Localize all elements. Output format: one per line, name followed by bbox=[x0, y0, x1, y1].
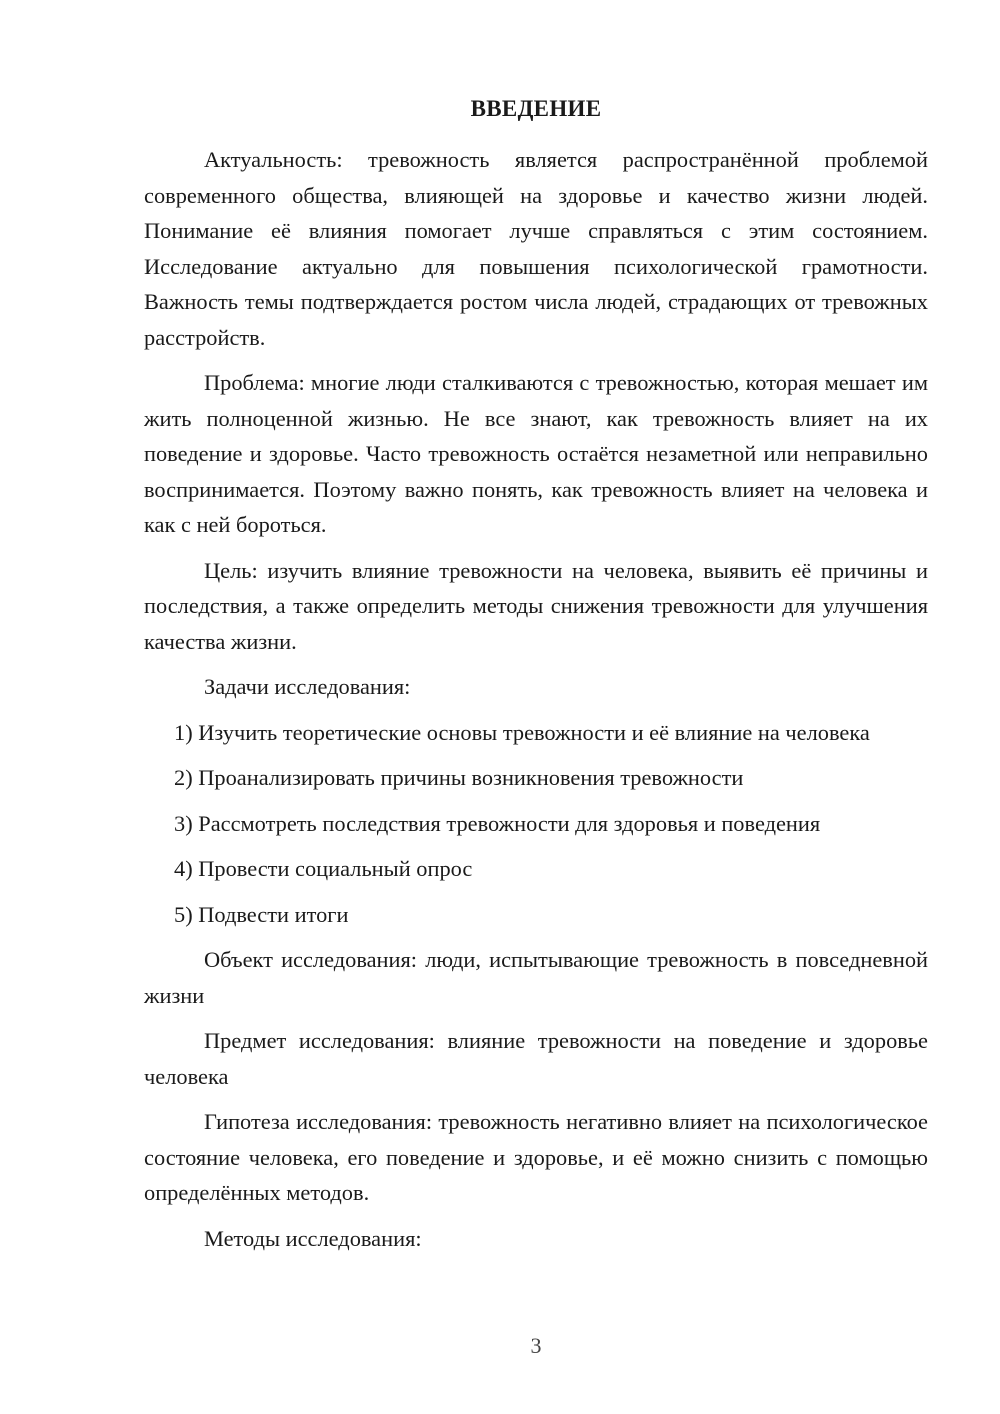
paragraph-object: Объект исследования: люди, испытывающие тревожность в повседневной жизни bbox=[144, 947, 928, 1008]
task-item-3: 3) Рассмотреть последствия тревожности для здоровья и поведения bbox=[174, 810, 821, 836]
paragraph-tasks-heading: Задачи исследования: bbox=[204, 674, 411, 699]
document-body bbox=[144, 142, 928, 1266]
task-item-4: 4) Провести социальный опрос bbox=[174, 856, 473, 881]
task-item-2: 2) Проанализировать причины возникновения тревожности bbox=[174, 765, 744, 790]
page-title: ВВЕДЕНИЕ bbox=[470, 96, 602, 121]
paragraph-problem: Проблема: многие люди сталкиваются с тревожностью, которая мешает им жить полноценной жизнью. Не все знают, как тревожность влияет на их поведение и здоровье. Часто тревожность остаётся незаметной или неправильно воспринимается. Поэтому важно понять, как тревожность влияет на человека и как с ней бороться. bbox=[144, 370, 928, 537]
paragraph-goal: Цель: изучить влияние тревожности на человека, выявить её причины и последствия, а также определить методы снижения тревожности для улучшения качества жизни. bbox=[144, 557, 928, 654]
paragraph-subject: Предмет исследования: влияние тревожности на поведение и здоровье человека bbox=[144, 1028, 928, 1089]
page-number: 3 bbox=[530, 1333, 542, 1358]
paragraph-relevance: Актуальность: тревожность является распространённой проблемой современного общества, влияющей на здоровье и качество жизни людей. Понимание её влияния помогает лучше справляться с этим состоянием. Исследование актуально для повышения психологической грамотности. Важность темы подтверждается ростом числа людей, страдающих от тревожных расстройств. bbox=[144, 147, 928, 350]
paragraph-methods: Методы исследования: bbox=[204, 1225, 422, 1251]
paragraph-hypothesis: Гипотеза исследования: тревожность негативно влияет на психологическое состояние человека, его поведение и здоровье, и её можно снизить с помощью определённых методов. bbox=[144, 1109, 928, 1205]
task-item-5: 5) Подвести итоги bbox=[174, 901, 349, 927]
task-item-1: 1) Изучить теоретические основы тревожности и её влияние на человека bbox=[174, 719, 870, 745]
